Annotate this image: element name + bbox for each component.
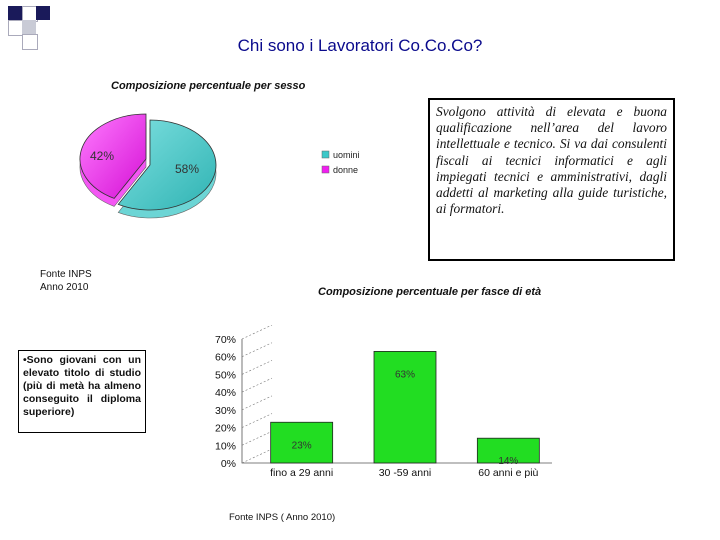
bar-gridline — [242, 360, 272, 374]
bar-category-label: 60 anni e più — [478, 467, 539, 479]
bar-y-tick-label: 60% — [214, 351, 236, 364]
bar-gridline — [242, 396, 272, 410]
bar-y-tick-label: 20% — [214, 422, 236, 435]
bar-data-label: 63% — [394, 369, 416, 381]
pie-data-label-uomini: 58% — [175, 162, 200, 176]
pie-source-line-1: Fonte INPS — [40, 269, 92, 280]
bar-y-tick-label: 0% — [220, 458, 236, 470]
bar-2 — [374, 351, 436, 463]
legend-label-uomini: uomini — [333, 150, 360, 160]
bar-y-tick-label: 70% — [214, 334, 236, 346]
pie-source-line-2: Anno 2010 — [40, 282, 89, 293]
legend-label-donne: donne — [333, 165, 359, 175]
bar-y-tick-label: 30% — [214, 404, 236, 417]
bar-gridline — [242, 343, 272, 357]
bar-category-label: 30 -59 anni — [378, 467, 432, 479]
bar-y-tick-label: 10% — [214, 440, 236, 453]
pie-chart-title: Composizione percentuale per sesso — [111, 80, 306, 92]
age-note-box: •Sono giovani con un elevato titolo di studio (più di metà ha almeno conseguito il diploma superiore) — [18, 350, 146, 433]
description-box: Svolgono attività di elevata e buona qualificazione nell’area del lavoro intellettuale e tecnico. Si va dai consulenti fiscali ai tecnici informatici e agli impiegati tecnici e amministrativi, dagli addetti al marketing alla guide turistiche, ai formatori. — [428, 98, 675, 261]
pie-source-note — [40, 268, 92, 294]
deco-square-5 — [22, 20, 36, 34]
legend-swatch-donne — [322, 166, 329, 173]
bar-gridline — [242, 414, 272, 428]
bar-chart-title: Composizione percentuale per fasce di età — [318, 286, 542, 298]
bar-source-note: Fonte INPS ( Anno 2010) — [229, 512, 336, 523]
deco-square-1 — [8, 6, 22, 20]
page-title: Chi sono i Lavoratori Co.Co.Co? — [237, 36, 483, 55]
bar-gridline — [242, 325, 272, 339]
pie-data-label-donne: 42% — [90, 149, 115, 163]
bar-category-label: fino a 29 anni — [270, 467, 334, 479]
legend-swatch-uomini — [322, 151, 329, 158]
bar-y-tick-label: 50% — [214, 369, 236, 382]
deco-square-3 — [36, 6, 50, 20]
pie-chart — [70, 110, 370, 230]
bar-gridline — [242, 378, 272, 392]
bar-chart — [200, 325, 560, 485]
bar-gridline — [242, 431, 272, 445]
bar-gridline — [242, 449, 272, 463]
bar-y-tick-label: 40% — [214, 387, 236, 400]
bar-data-label: 23% — [291, 440, 312, 452]
bar-data-label: 14% — [498, 456, 519, 468]
